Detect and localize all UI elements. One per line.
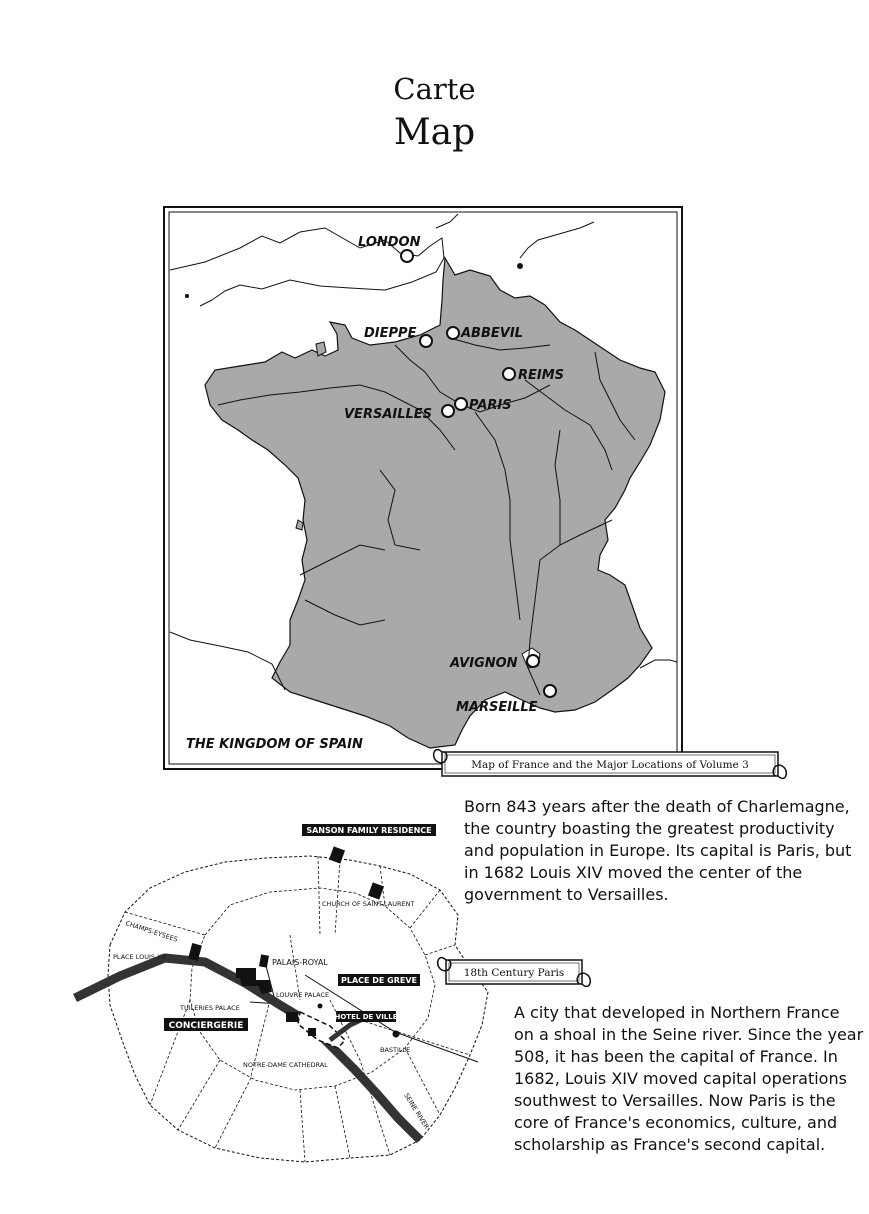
- label-seine: SEINE RIVER: [402, 1091, 431, 1131]
- label-church: CHURCH OF SAINT-LAURENT: [322, 900, 415, 908]
- notre-dame-block: [308, 1028, 316, 1036]
- hotel-de-ville-dot: [318, 1004, 323, 1009]
- paris-map-caption-banner: [438, 958, 591, 987]
- france-description: Born 843 years after the death of Charlemagne, the country boasting the greatest productivity and population in Europe. Its capital is Paris, but in 1682 Louis XIV moved the center of the government to Versailles.: [464, 797, 852, 904]
- france-map-caption: Map of France and the Major Locations of Volume 3: [471, 759, 749, 771]
- inner-boundary: [190, 888, 435, 1090]
- paris-description: A city that developed in Northern France on a shoal in the Seine river. Since the year 508, it has been the capital of France. In 1682, Louis XIV moved capital operations southwest to Versailles. Now Paris is the core of France's economics, culture, and scholarship as France's second capital.: [514, 1003, 864, 1154]
- city-label-abbevil: ABBEVIL: [461, 326, 523, 341]
- label-hotel-de-ville: HOTEL DE VILLE: [334, 1013, 398, 1021]
- city-marker-abbevil: [447, 327, 459, 339]
- city-marker-london: [401, 250, 413, 262]
- paris-map-caption: 18th Century Paris: [463, 967, 565, 979]
- label-conciergerie: CONCIERGERIE: [168, 1021, 244, 1031]
- church-block: [368, 882, 384, 899]
- city-marker-marseille: [544, 685, 556, 697]
- city-boundary: [108, 856, 488, 1162]
- label-champs-eysees: CHAMPS-EYSEES: [124, 919, 179, 944]
- city-marker-paris: [455, 398, 467, 410]
- city-label-dieppe: DIEPPE: [364, 326, 417, 341]
- label-tuileries: TUILERIES PALACE: [180, 1004, 240, 1012]
- palais-royal-block: [259, 954, 269, 967]
- region-label-spain: THE KINGDOM OF SPAIN: [186, 737, 363, 752]
- title-english: Map: [393, 112, 476, 153]
- france-map-caption-banner: [434, 750, 787, 779]
- label-notre-dame: NOTRE-DAME CATHEDRAL: [243, 1061, 328, 1069]
- island-dot: [185, 294, 189, 298]
- conciergerie-block: [286, 1012, 298, 1022]
- label-louvre: LOUVRE PALACE: [276, 991, 330, 999]
- label-place-louis: PLACE LOUIS XV: [113, 953, 167, 961]
- island-dot: [517, 263, 523, 269]
- bastille-dot: [393, 1031, 400, 1038]
- city-label-versailles: VERSAILLES: [344, 407, 433, 422]
- city-label-paris: PARIS: [469, 398, 512, 413]
- city-marker-dieppe: [420, 335, 432, 347]
- city-marker-versailles: [442, 405, 454, 417]
- city-label-marseille: MARSEILLE: [456, 700, 538, 715]
- city-label-london: LONDON: [358, 235, 421, 250]
- city-marker-avignon: [527, 655, 539, 667]
- label-bastille: BASTILLE: [380, 1046, 411, 1054]
- france-map: [164, 207, 786, 778]
- label-sanson-residence: SANSON FAMILY RESIDENCE: [306, 826, 432, 835]
- title-french: Carte: [393, 72, 476, 106]
- city-marker-reims: [503, 368, 515, 380]
- city-label-reims: REIMS: [518, 368, 565, 383]
- label-palais-royal: PALAIS-ROYAL: [272, 958, 328, 967]
- city-label-avignon: AVIGNON: [450, 656, 518, 671]
- label-place-de-greve: PLACE DE GREVE: [340, 976, 418, 985]
- sanson-residence-block: [329, 846, 345, 863]
